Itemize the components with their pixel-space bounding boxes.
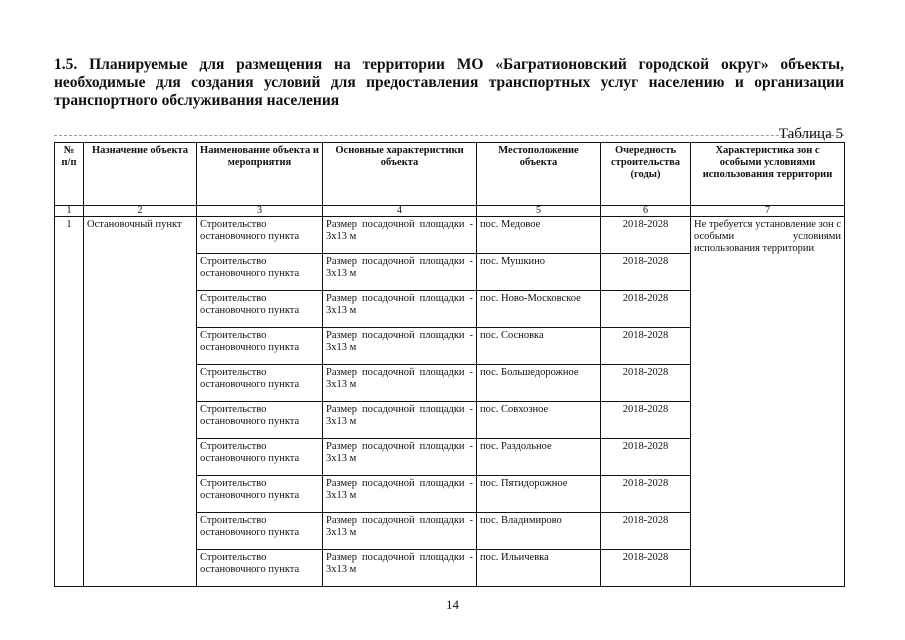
column-header: Основные характеристики объекта [323, 143, 477, 206]
object-location: пос. Раздольное [477, 439, 601, 476]
object-characteristics: Размер посадочной площадки - 3x13 м [323, 254, 477, 291]
object-purpose: Остановочный пункт [84, 217, 197, 587]
table-row [55, 217, 845, 254]
column-number: 6 [601, 206, 691, 217]
object-characteristics: Размер посадочной площадки - 3x13 м [323, 328, 477, 365]
construction-period: 2018-2028 [601, 291, 691, 328]
column-header: Наименование объекта и мероприятия [197, 143, 323, 206]
object-location: пос. Сосновка [477, 328, 601, 365]
object-characteristics: Размер посадочной площадки - 3x13 м [323, 439, 477, 476]
column-number: 7 [691, 206, 845, 217]
object-characteristics: Размер посадочной площадки - 3x13 м [323, 550, 477, 587]
column-header: Назначение объекта [84, 143, 197, 206]
construction-period: 2018-2028 [601, 328, 691, 365]
column-number: 5 [477, 206, 601, 217]
section-heading: 1.5. Планируемые для размещения на территории МО «Багратионовский городской округ» объекты, необходимые для создания условий для предоставления транспортных услуг населению и организации транспортного обслуживания населения [54, 56, 844, 109]
object-characteristics: Размер посадочной площадки - 3x13 м [323, 365, 477, 402]
object-name: Строительство остановочного пункта [197, 402, 323, 439]
column-header: Характеристика зон с особыми условиями использования территории [691, 143, 845, 206]
object-location: пос. Пятидорожное [477, 476, 601, 513]
object-name: Строительство остановочного пункта [197, 328, 323, 365]
object-location: пос. Мушкино [477, 254, 601, 291]
column-header: Очередность строительства (годы) [601, 143, 691, 206]
object-name: Строительство остановочного пункта [197, 254, 323, 291]
object-name: Строительство остановочного пункта [197, 439, 323, 476]
construction-period: 2018-2028 [601, 513, 691, 550]
construction-period: 2018-2028 [601, 476, 691, 513]
object-location: пос. Ильичевка [477, 550, 601, 587]
object-characteristics: Размер посадочной площадки - 3x13 м [323, 476, 477, 513]
column-header: Местоположение объекта [477, 143, 601, 206]
objects-table [54, 142, 845, 587]
object-location: пос. Ново-Московское [477, 291, 601, 328]
object-name: Строительство остановочного пункта [197, 365, 323, 402]
object-location: пос. Владимирово [477, 513, 601, 550]
zone-characteristics: Не требуется установление зон с особыми условиями использования территории [691, 217, 845, 587]
table-header-row [55, 143, 845, 206]
object-characteristics: Размер посадочной площадки - 3x13 м [323, 513, 477, 550]
column-number-row [55, 206, 845, 217]
column-number: 2 [84, 206, 197, 217]
object-location: пос. Большедорожное [477, 365, 601, 402]
column-number: 3 [197, 206, 323, 217]
column-number: 1 [55, 206, 84, 217]
object-location: пос. Совхозное [477, 402, 601, 439]
construction-period: 2018-2028 [601, 365, 691, 402]
object-location: пос. Медовое [477, 217, 601, 254]
construction-period: 2018-2028 [601, 217, 691, 254]
column-number: 4 [323, 206, 477, 217]
table-caption: Таблица 5 [778, 126, 843, 142]
object-name: Строительство остановочного пункта [197, 217, 323, 254]
construction-period: 2018-2028 [601, 439, 691, 476]
construction-period: 2018-2028 [601, 402, 691, 439]
object-name: Строительство остановочного пункта [197, 476, 323, 513]
object-characteristics: Размер посадочной площадки - 3x13 м [323, 217, 477, 254]
divider [54, 135, 844, 136]
object-characteristics: Размер посадочной площадки - 3x13 м [323, 402, 477, 439]
object-characteristics: Размер посадочной площадки - 3x13 м [323, 291, 477, 328]
column-header: № п/п [55, 143, 84, 206]
row-number: 1 [55, 217, 84, 587]
construction-period: 2018-2028 [601, 550, 691, 587]
construction-period: 2018-2028 [601, 254, 691, 291]
object-name: Строительство остановочного пункта [197, 291, 323, 328]
object-name: Строительство остановочного пункта [197, 550, 323, 587]
object-name: Строительство остановочного пункта [197, 513, 323, 550]
page-number: 14 [446, 597, 459, 612]
